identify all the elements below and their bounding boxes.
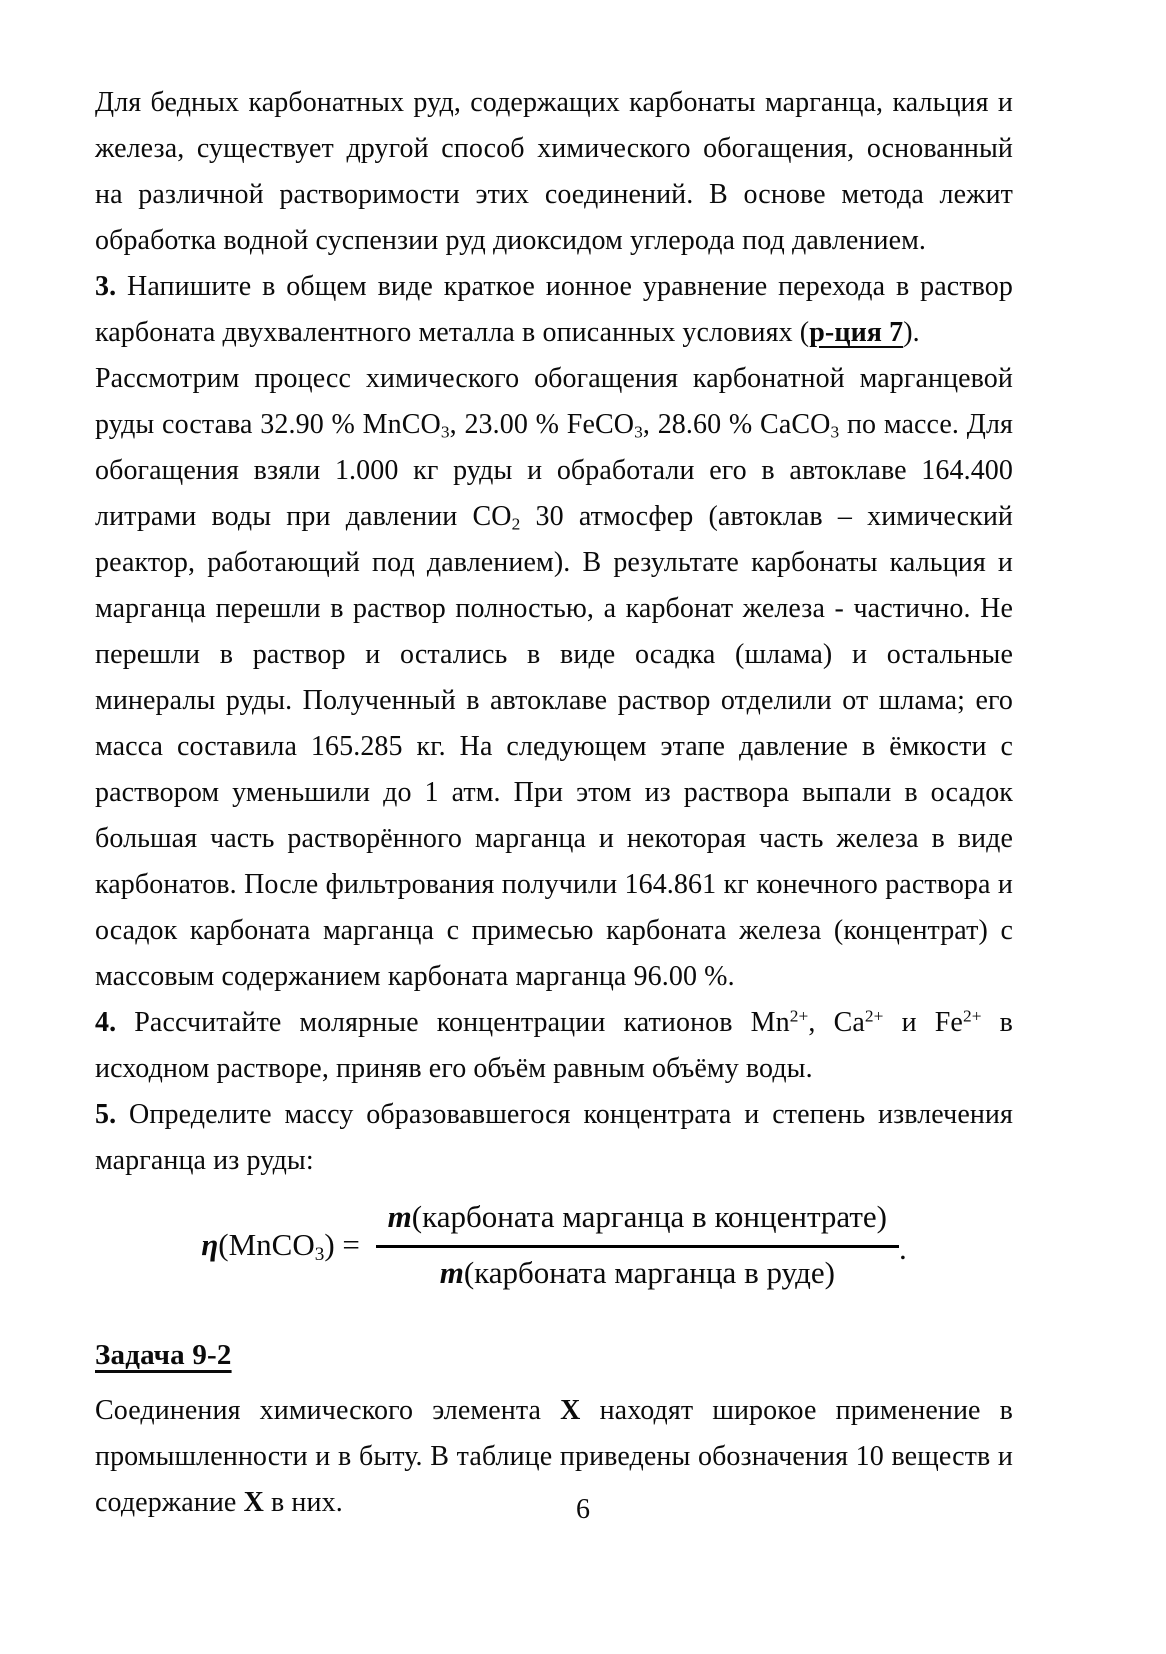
task-9-2-intro-paragraph: Соединения химического элемента X находят широкое применение в промышленности и в быту. В таблице приведены обозначения 10 веществ и содержание X в них. — [95, 1394, 1013, 1518]
formula-period: . — [898, 1230, 907, 1266]
formula-lhs: η(MnCO$_3$) = — [201, 1226, 368, 1265]
question-5-paragraph: 5. Определите массу образовавшегося концентрата и степень извлечения марганца из руды: — [95, 1099, 1013, 1176]
formula-denominator: m(карбоната марганца в руде) — [439, 1254, 835, 1290]
enrichment-description-paragraph: Рассмотрим процесс химического обогащения карбонатной марганцевой руды состава 32.90 % MnCO$_3$, 23.00 % FeCO$_3$, 28.60 % CaCO$_3$ по массе. Для обогащения взяли 1.000 кг руды и обработали его в автоклаве 164.400 литрами воды при давлении $CO_2$ 30 атмосфер (автоклав – химический реактор, работающий под давлением). В результате карбонаты кальция и марганца перешли в раствор полностью, а карбонат железа - частично. Не перешли в раствор и остались в виде осадка (шлама) и остальные минералы руды. Полученный в автоклаве раствор отделили от шлама; его масса составила 165.285 кг. На следующем этапе давление в ёмкости с раствором уменьшили до 1 атм. При этом из раствора выпали в осадок большая часть растворённого марганца и некоторая часть железа в виде карбонатов. После фильтрования получили 164.861 кг конечного раствора и осадок карбоната марганца с примесью карбоната железа (концентрат) с массовым содержанием карбоната марганца 96.00 %. — [95, 363, 1013, 992]
formula-fraction — [376, 1196, 899, 1295]
question-4-paragraph: 4. Рассчитайте молярные концентрации катионов $Mn^{2+}$, $Ca^{2+}$ и $Fe^{2+}$ в исходном растворе, приняв его объём равным объёму воды. — [95, 1006, 1013, 1084]
intro-paragraph: Для бедных карбонатных руд, содержащих карбонаты марганца, кальция и железа, существует другой способ химического обогащения, основанный на различной растворимости этих соединений. В основе метода лежит обработка водной суспензии руд диоксидом углерода под давлением. — [95, 87, 1013, 256]
extraction-degree-formula — [95, 1196, 1013, 1295]
formula-numerator: m(карбоната марганца в концентрате) — [376, 1196, 899, 1248]
page-content — [95, 80, 1013, 1526]
task-9-2-heading: Задача 9-2 — [95, 1338, 232, 1371]
page-number: 6 — [576, 1494, 590, 1525]
question-3-paragraph: 3. Напишите в общем виде краткое ионное уравнение перехода в раствор карбоната двухвалентного металла в описанных условиях (р-ция 7). — [95, 271, 1013, 348]
